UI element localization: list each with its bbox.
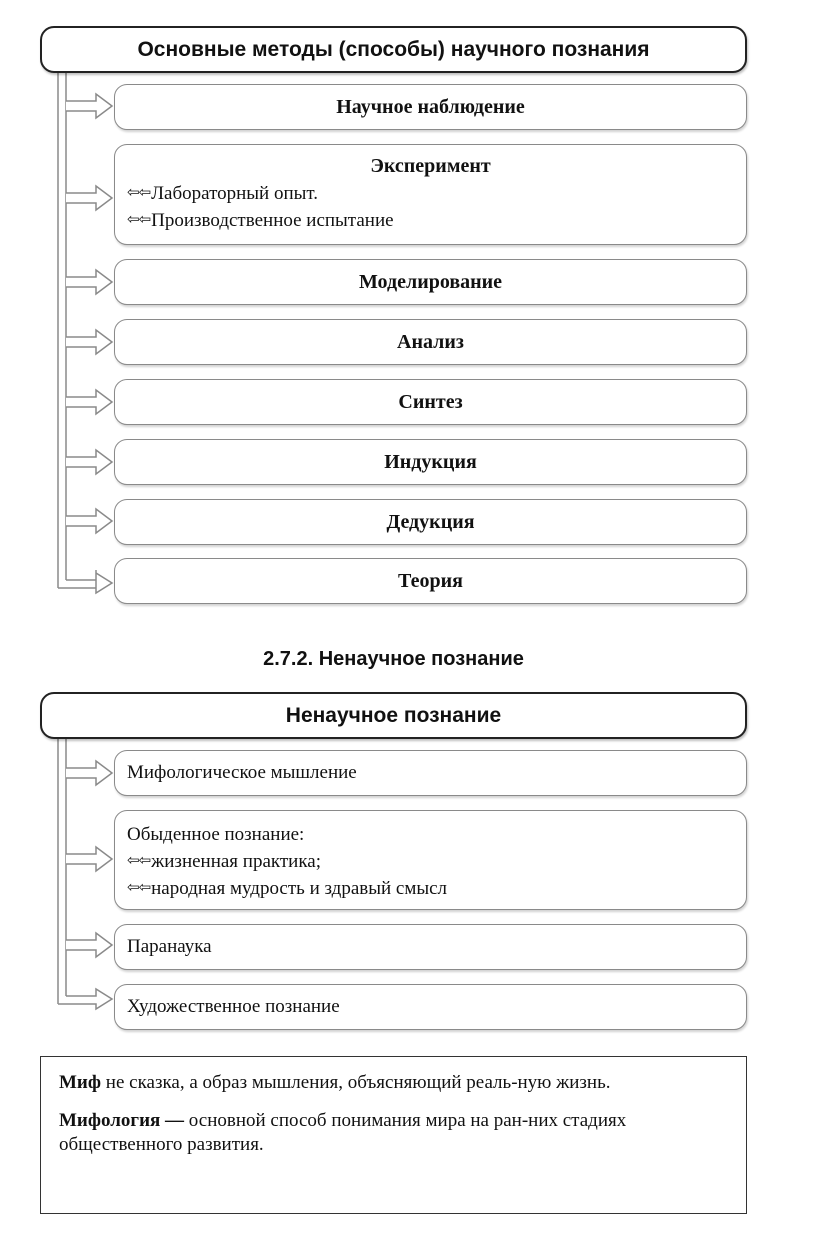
branch-arrow xyxy=(66,94,112,118)
method-box-observation xyxy=(114,84,747,130)
method-box-induction xyxy=(114,439,747,485)
mythology-definition xyxy=(59,1109,728,1157)
branch-arrow xyxy=(66,186,112,210)
branch-arrow xyxy=(66,450,112,474)
experiment-item xyxy=(127,207,734,234)
method-label: Моделирование xyxy=(358,270,503,293)
everyday-item-text: народная мудрость и здравый смысл xyxy=(151,878,448,899)
double-left-arrow-icon: ⇦⇦ xyxy=(127,212,151,228)
method-label: Индукция xyxy=(384,450,477,473)
item-label: Мифологическое мышление xyxy=(127,762,357,783)
method-box-modeling xyxy=(114,259,747,305)
everyday-item-text: жизненная практика; xyxy=(151,851,322,872)
item-label: Паранаука xyxy=(127,936,212,957)
experiment-item-text: Производственное испытание xyxy=(151,210,394,231)
branch-arrow xyxy=(66,761,112,785)
method-label: Синтез xyxy=(398,390,463,413)
myth-term: Миф xyxy=(59,1072,102,1093)
nonscientific-box-paranauka xyxy=(114,924,747,970)
scientific-methods-header xyxy=(40,26,747,73)
branch-arrow xyxy=(66,847,112,871)
nonscientific-header xyxy=(40,692,747,739)
double-left-arrow-icon: ⇦⇦ xyxy=(127,853,151,869)
double-left-arrow-icon: ⇦⇦ xyxy=(127,880,151,896)
branch-arrow xyxy=(66,390,112,414)
method-box-deduction xyxy=(114,499,747,545)
experiment-item xyxy=(127,180,734,207)
item-label: Обыденное познание: xyxy=(127,824,305,845)
nonscientific-box-everyday xyxy=(114,810,747,910)
method-label: Эксперимент xyxy=(370,155,491,177)
method-label: Анализ xyxy=(397,330,464,353)
branch-arrow xyxy=(66,270,112,294)
mythology-text: основной способ понимания мира на ран-них стадиях общественного развития. xyxy=(59,1110,627,1155)
myth-definition xyxy=(59,1071,728,1095)
item-label: Художественное познание xyxy=(127,996,340,1017)
nonscientific-box-artistic xyxy=(114,984,747,1030)
scientific-methods-header-text: Основные методы (способы) научного познания xyxy=(137,37,650,61)
definition-note xyxy=(40,1056,747,1214)
double-left-arrow-icon: ⇦⇦ xyxy=(127,185,151,201)
method-label: Научное наблюдение xyxy=(336,95,525,118)
method-label: Дедукция xyxy=(386,510,475,533)
section-title: 2.7.2. Ненаучное познание xyxy=(263,648,524,670)
branch-arrow xyxy=(66,933,112,957)
method-box-experiment xyxy=(114,144,747,245)
nonscientific-header-text: Ненаучное познание xyxy=(285,703,502,727)
method-box-synthesis xyxy=(114,379,747,425)
experiment-item-text: Лабораторный опыт. xyxy=(151,183,319,204)
everyday-item xyxy=(127,848,734,875)
myth-text: не сказка, а образ мышления, объясняющий реаль-ную жизнь. xyxy=(101,1072,611,1093)
everyday-item xyxy=(127,875,734,902)
method-box-analysis xyxy=(114,319,747,365)
mythology-term: Мифология — xyxy=(59,1110,185,1131)
method-box-theory xyxy=(114,558,747,604)
branch-arrow xyxy=(66,509,112,533)
branch-arrow xyxy=(66,330,112,354)
nonscientific-box-mythological xyxy=(114,750,747,796)
method-label: Теория xyxy=(398,569,463,592)
